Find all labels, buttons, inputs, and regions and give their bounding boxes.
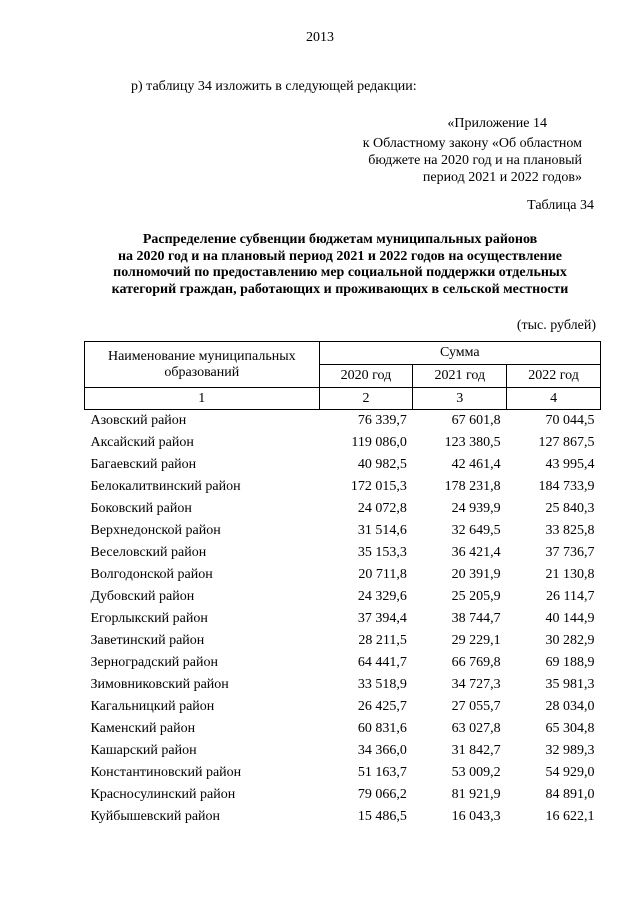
table-row — [85, 762, 601, 784]
title-line: на 2020 год и на плановый период 2021 и 2022 годов на осуществление — [117, 248, 563, 264]
table-row — [85, 564, 601, 586]
value-2022: 127 867,5 — [538, 435, 595, 450]
table-row — [85, 498, 601, 520]
table-row — [85, 696, 601, 718]
value-2020: 31 514,6 — [357, 523, 407, 538]
district-name: Верхнедонской район — [90, 523, 221, 538]
appendix-title: «Приложение 14 — [447, 116, 547, 131]
table-row — [85, 454, 601, 476]
district-name: Егорлыкский район — [90, 611, 208, 626]
table-row — [85, 542, 601, 564]
district-name: Зимовниковский район — [90, 677, 229, 692]
district-name: Аксайский район — [90, 435, 194, 450]
value-2022: 25 840,3 — [545, 501, 595, 516]
district-name: Куйбышевский район — [90, 809, 221, 824]
value-2021: 27 055,7 — [451, 699, 501, 714]
value-2022: 40 144,9 — [545, 611, 595, 626]
district-name: Кашарский район — [90, 743, 197, 758]
subvention-table — [84, 341, 601, 828]
value-2022: 65 304,8 — [545, 721, 595, 736]
table-row — [85, 608, 601, 630]
value-2020: 26 425,7 — [357, 699, 407, 714]
table-title — [80, 232, 600, 298]
value-2021: 36 421,4 — [451, 545, 501, 560]
appendix-reference — [262, 115, 582, 186]
title-line: Распределение субвенции бюджетам муниципальных районов — [142, 232, 538, 247]
table-row — [85, 586, 601, 608]
value-2022: 16 622,1 — [545, 809, 595, 824]
value-2022: 21 130,8 — [545, 567, 595, 582]
value-2022: 84 891,0 — [545, 787, 595, 802]
value-2022: 37 736,7 — [545, 545, 595, 560]
units-note: (тыс. рублей) — [516, 318, 596, 333]
value-2022: 30 282,9 — [545, 633, 595, 648]
page-number: 2013 — [306, 30, 334, 45]
value-2020: 24 072,8 — [357, 501, 407, 516]
district-name: Заветинский район — [90, 633, 205, 648]
table-row — [85, 674, 601, 696]
value-2022: 43 995,4 — [545, 457, 595, 472]
value-2020: 60 831,6 — [357, 721, 407, 736]
header-year-2022: 2022 год — [507, 365, 601, 388]
value-2022: 26 114,7 — [546, 589, 595, 604]
value-2020: 172 015,3 — [350, 479, 407, 494]
appendix-line: к Областному закону «Об областном — [362, 136, 582, 151]
value-2021: 38 744,7 — [451, 611, 501, 626]
header-municipality: Наименование муниципальных образований — [85, 342, 320, 388]
value-2021: 32 649,5 — [451, 523, 501, 538]
title-line: полномочий по предоставлению мер социальной поддержки отдельных — [113, 265, 567, 280]
value-2021: 53 009,2 — [451, 765, 501, 780]
value-2022: 28 034,0 — [545, 699, 595, 714]
value-2020: 40 982,5 — [357, 457, 407, 472]
value-2021: 42 461,4 — [451, 457, 501, 472]
title-line: категорий граждан, работающих и проживающих в сельской местности — [111, 281, 569, 297]
header-year-2020: 2020 год — [319, 365, 413, 388]
header-year-2021: 2021 год — [413, 365, 507, 388]
value-2020: 64 441,7 — [357, 655, 407, 670]
district-name: Кагальницкий район — [90, 699, 215, 714]
value-2021: 25 205,9 — [451, 589, 501, 604]
district-name: Константиновский район — [90, 765, 242, 780]
value-2021: 34 727,3 — [451, 677, 501, 692]
table-body — [85, 410, 601, 829]
intro-text: р) таблицу 34 изложить в следующей редакции: — [131, 79, 417, 94]
district-name: Зерноградский район — [90, 655, 218, 670]
table-row — [85, 740, 601, 762]
value-2020: 34 366,0 — [357, 743, 407, 758]
value-2022: 54 929,0 — [545, 765, 595, 780]
value-2021: 67 601,8 — [451, 413, 501, 428]
value-2022: 184 733,9 — [538, 479, 595, 494]
value-2021: 31 842,7 — [451, 743, 501, 758]
district-name: Каменский район — [90, 721, 196, 736]
value-2020: 51 163,7 — [357, 765, 407, 780]
table-row — [85, 432, 601, 454]
value-2021: 24 939,9 — [451, 501, 501, 516]
value-2020: 76 339,7 — [357, 413, 407, 428]
column-number: 4 — [507, 388, 601, 410]
table-row — [85, 520, 601, 542]
value-2022: 35 981,3 — [545, 677, 595, 692]
table-row — [85, 630, 601, 652]
value-2021: 20 391,9 — [451, 567, 501, 582]
district-name: Азовский район — [90, 413, 187, 428]
table-row — [85, 652, 601, 674]
value-2020: 15 486,5 — [357, 809, 407, 824]
appendix-line: бюджете на 2020 год и на плановый — [368, 153, 582, 168]
value-2021: 29 229,1 — [451, 633, 501, 648]
value-2020: 20 711,8 — [358, 567, 407, 582]
value-2020: 119 086,0 — [351, 435, 407, 450]
district-name: Дубовский район — [90, 589, 195, 604]
table-row — [85, 806, 601, 828]
table-label: Таблица 34 — [527, 198, 594, 213]
value-2021: 178 231,8 — [444, 479, 501, 494]
value-2020: 37 394,4 — [357, 611, 407, 626]
district-name: Белокалитвинский район — [90, 479, 241, 494]
table-row — [85, 476, 601, 498]
value-2022: 33 825,8 — [545, 523, 595, 538]
header-sum: Сумма — [319, 342, 600, 365]
table-row — [85, 410, 601, 433]
district-name: Красносулинский район — [90, 787, 236, 802]
value-2020: 79 066,2 — [357, 787, 407, 802]
column-number: 3 — [413, 388, 507, 410]
value-2021: 63 027,8 — [451, 721, 501, 736]
value-2020: 35 153,3 — [357, 545, 407, 560]
table-row — [85, 784, 601, 806]
district-name: Багаевский район — [90, 457, 197, 472]
district-name: Боковский район — [90, 501, 192, 516]
value-2022: 70 044,5 — [545, 413, 595, 428]
district-name: Веселовский район — [90, 545, 207, 560]
value-2022: 32 989,3 — [545, 743, 595, 758]
district-name: Волгодонской район — [90, 567, 213, 582]
appendix-line: период 2021 и 2022 годов» — [422, 170, 582, 185]
value-2021: 66 769,8 — [451, 655, 501, 670]
value-2020: 24 329,6 — [357, 589, 407, 604]
table-row — [85, 718, 601, 740]
column-number: 2 — [319, 388, 413, 410]
column-number: 1 — [85, 388, 320, 410]
value-2021: 16 043,3 — [451, 809, 501, 824]
value-2022: 69 188,9 — [545, 655, 595, 670]
value-2021: 123 380,5 — [444, 435, 501, 450]
value-2021: 81 921,9 — [451, 787, 501, 802]
value-2020: 28 211,5 — [358, 633, 407, 648]
value-2020: 33 518,9 — [357, 677, 407, 692]
